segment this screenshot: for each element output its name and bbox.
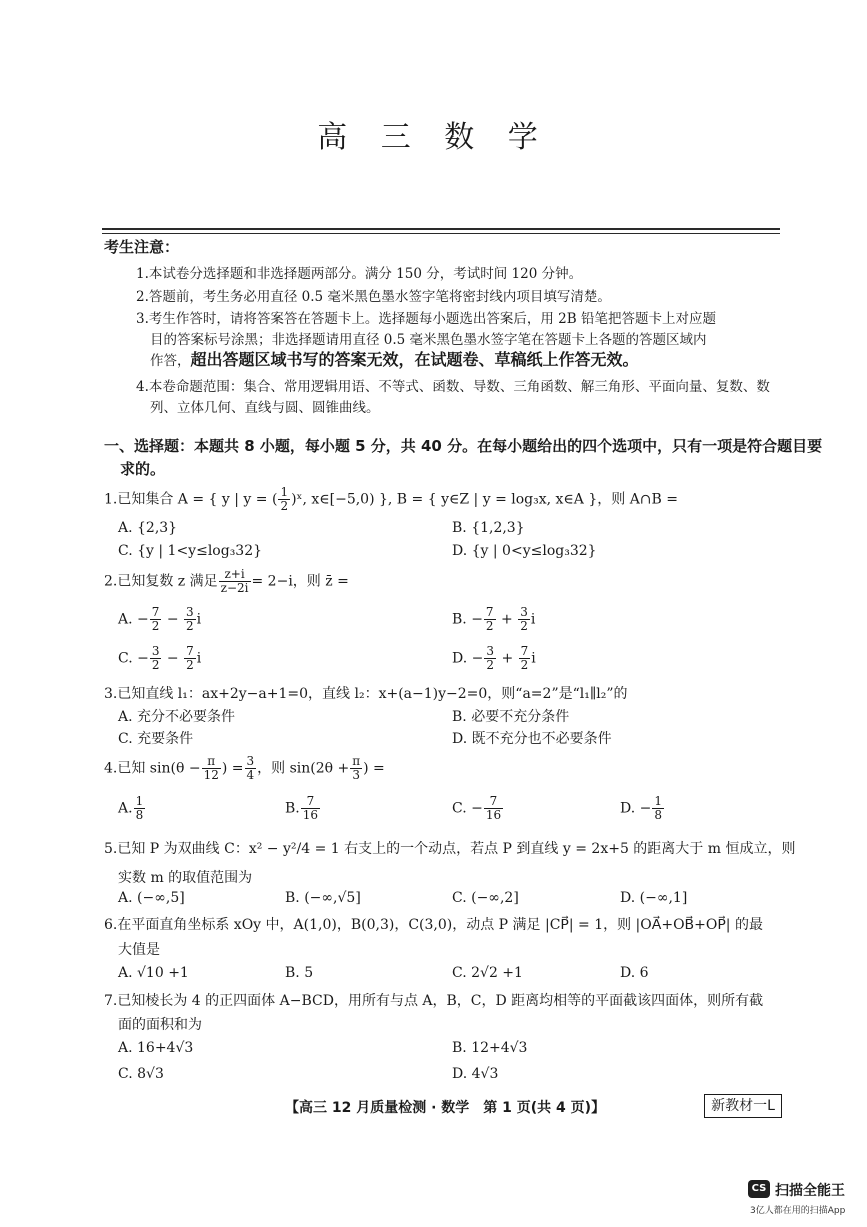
question-7-option-c: C. 8√3 [118,1066,164,1082]
question-6-option-a: A. √10 +1 [118,965,189,981]
question-3-stem: 3.已知直线 l₁：ax+2y−a+1=0，直线 l₂：x+(a−1)y−2=0，则“a=2”是“l₁∥l₂”的 [104,686,628,702]
scanner-brand: 扫描全能王 [775,1183,845,1199]
edition-tag: 新教材一L [704,1094,782,1118]
question-2-option-a: A. − $\frac{7}{2}$ − $\frac{3}{2}$ i [118,605,202,633]
scanner-tagline: 3亿人都在用的扫描App [750,1206,846,1216]
divider [102,233,780,234]
question-4-option-b: B. $\frac{7}{16}$ [285,794,319,822]
question-5-stem: 5.已知 P 为双曲线 C：x² − y²/4 = 1 右支上的一个动点，若点 P 到直线 y = 2x+5 的距离大于 m 恒成立，则 [104,841,796,857]
question-6-option-d: D. 6 [620,965,649,981]
question-7-option-b: B. 12+4√3 [452,1040,528,1056]
section-heading: 求的。 [120,460,166,478]
question-2-option-b: B. − $\frac{7}{2}$ + $\frac{3}{2}$ i [452,605,536,633]
divider [102,228,780,230]
notice-item [150,347,639,370]
notice-item: 2.答题前，考生务必用直径 0.5 毫米黑色墨水签字笔将密封线内项目填写清楚。 [136,289,611,305]
question-4-option-d: D. − $\frac{1}{8}$ [620,794,662,822]
question-2-stem: 2.已知复数 z 满足 $\frac{z+i}{z-2i}$ = 2−i，则 z̄ = [104,567,349,595]
fraction: $\frac{z+i}{z-2i}$ [220,567,249,595]
question-1-option-b: B. {1,2,3} [452,520,525,536]
question-3-option-c: C. 充要条件 [118,731,194,747]
question-6-stem-cont: 大值是 [118,942,160,958]
notice-heading: 考生注意： [104,238,180,256]
question-6-option-b: B. 5 [285,965,314,981]
notice-item: 4.本卷命题范围：集合、常用逻辑用语、不等式、函数、导数、三角函数、解三角形、平面向量、复数、数 [136,379,770,395]
question-3-option-a: A. 充分不必要条件 [118,709,236,725]
notice-text: 作答， [150,353,191,369]
question-1-option-c: C. {y | 1<y≤log₃32} [118,543,263,559]
question-5-stem-cont: 实数 m 的取值范围为 [118,870,253,886]
question-7-stem: 7.已知棱长为 4 的正四面体 A−BCD，用所有与点 A，B，C，D 距离均相等的平面截该四面体，则所有截 [104,993,764,1009]
question-2-option-c: C. − $\frac{3}{2}$ − $\frac{7}{2}$ i [118,644,202,672]
notice-item: 1.本试卷分选择题和非选择题两部分。满分 150 分，考试时间 120 分钟。 [136,266,583,282]
question-4-option-a: A. $\frac{1}{8}$ [118,794,144,822]
page-footer: 【高三 12 月质量检测 · 数学 第 1 页(共 4 页)】 [285,1100,606,1116]
fraction: $\frac{1}{2}$ [280,485,289,513]
question-3-option-b: B. 必要不充分条件 [452,709,570,725]
notice-item: 列、立体几何、直线与圆、圆锥曲线。 [150,400,380,416]
question-4-stem: 4.已知 sin(θ − $\frac{\pi}{12}$ ) = $\frac{3}{4}$ ，则 sin(2θ + $\frac{\pi}{3}$ ) = [104,754,385,782]
question-1-stem: 1.已知集合 A = { y | y = ( $\frac{1}{2}$ )ˣ, x∈[−5,0) }, B = { y∈Z | y = log₃x, x∈A }，则 A∩B = [104,485,679,513]
question-7-option-a: A. 16+4√3 [118,1040,194,1056]
question-3-option-d: D. 既不充分也不必要条件 [452,731,612,747]
question-7-stem-cont: 面的面积和为 [118,1017,202,1033]
notice-item: 3.考生作答时，请将答案答在答题卡上。选择题每小题选出答案后，用 2B 铅笔把答题卡上对应题 [136,311,716,327]
section-heading: 一、选择题：本题共 8 小题，每小题 5 分，共 40 分。在每小题给出的四个选项中，只有一项是符合题目要 [104,437,823,455]
question-5-option-b: B. (−∞,√5] [285,890,361,906]
question-7-option-d: D. 4√3 [452,1066,499,1082]
page-title: 高 三 数 学 [317,120,550,155]
question-5-option-a: A. (−∞,5] [118,890,185,906]
question-6-option-c: C. 2√2 +1 [452,965,523,981]
question-5-option-c: C. (−∞,2] [452,890,519,906]
question-2-option-d: D. − $\frac{3}{2}$ + $\frac{7}{2}$ i [452,644,536,672]
question-1-option-d: D. {y | 0<y≤log₃32} [452,543,597,559]
question-6-stem: 6.在平面直角坐标系 xOy 中，A(1,0)，B(0,3)，C(3,0)，动点 P 满足 |CP⃗| = 1，则 |OA⃗+OB⃗+OP⃗| 的最 [104,917,763,933]
camscanner-logo-icon: CS [748,1180,770,1198]
notice-emphasis: 超出答题区域书写的答案无效，在试题卷、草稿纸上作答无效。 [190,350,639,369]
notice-item: 目的答案标号涂黑；非选择题请用直径 0.5 毫米黑色墨水签字笔在答题卡上各题的答题区域内 [150,332,707,348]
question-4-option-c: C. − $\frac{7}{16}$ [452,794,502,822]
question-5-option-d: D. (−∞,1] [620,890,688,906]
question-1-option-a: A. {2,3} [118,520,178,536]
